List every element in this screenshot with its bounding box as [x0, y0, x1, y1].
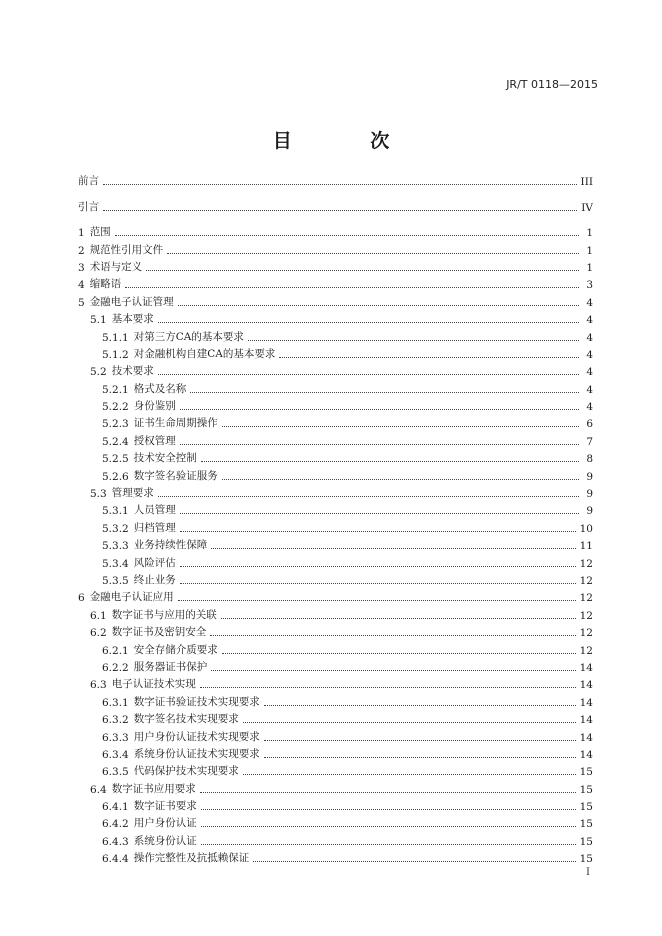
toc-entry[interactable]	[78, 448, 593, 465]
toc-entry-number: 6.3.1	[102, 696, 129, 709]
toc-entry[interactable]	[78, 674, 593, 691]
toc-entry[interactable]	[78, 830, 593, 847]
page-title: 目 次	[272, 130, 426, 152]
dot-leader	[253, 861, 575, 862]
toc-entry[interactable]	[78, 326, 593, 343]
toc-entry[interactable]	[78, 378, 593, 395]
toc-entry-number: 6.4.1	[102, 801, 129, 814]
toc-entry-page: 12	[579, 627, 593, 640]
toc-entry[interactable]	[78, 535, 593, 552]
dot-leader	[180, 531, 576, 532]
toc-entry[interactable]	[78, 778, 593, 795]
toc-entry[interactable]	[78, 691, 593, 708]
toc-entry-number: 6.2.2	[102, 661, 129, 674]
toc-entry-number: 5.3.3	[102, 540, 129, 553]
toc-entry-number: 5.3.4	[102, 557, 129, 570]
toc-entry-page: 4	[586, 383, 593, 396]
toc-entry-label: 引言	[78, 200, 99, 213]
dot-leader	[158, 322, 579, 323]
toc-entry-page: IV	[581, 201, 593, 214]
toc-entry[interactable]	[78, 500, 593, 517]
toc-entry-label: 身份鉴别	[133, 400, 176, 413]
toc-entry-number: 5.2.3	[102, 418, 129, 431]
footer-page-number: I	[586, 867, 590, 878]
toc-entry-label: 数字证书应用要求	[111, 782, 196, 795]
toc-entry[interactable]	[78, 848, 593, 865]
toc-entry[interactable]	[78, 196, 593, 213]
dot-leader	[222, 653, 576, 654]
toc-entry-page: 4	[586, 348, 593, 361]
toc-entry-page: 14	[579, 748, 593, 761]
toc-entry-page: 3	[586, 279, 593, 292]
toc-entry[interactable]	[78, 709, 593, 726]
toc-entry-number: 5.3.5	[102, 574, 129, 587]
toc-entry-label: 数字证书与应用的关联	[111, 608, 217, 621]
toc-entry-label: 数字证书验证技术实现要求	[133, 695, 260, 708]
toc-entry-page: 15	[579, 853, 593, 866]
dot-leader	[279, 357, 579, 358]
toc-entry-page: 1	[586, 261, 593, 274]
toc-entry-page: 6	[586, 418, 593, 431]
toc-entry-page: 14	[579, 696, 593, 709]
toc-entry-number: 6.1	[90, 609, 107, 622]
toc-entry[interactable]	[78, 813, 593, 830]
toc-entry-page: 14	[579, 714, 593, 727]
dot-leader	[201, 826, 576, 827]
toc-entry-page: 14	[579, 661, 593, 674]
toc-entry[interactable]	[78, 657, 593, 674]
toc-entry-label: 代码保护技术实现要求	[133, 765, 239, 778]
toc-entry-number: 5.2	[90, 366, 107, 379]
toc-entry-page: 4	[586, 296, 593, 309]
toc-entry-label: 用户身份认证技术实现要求	[133, 730, 260, 743]
toc-entry-page: 12	[579, 644, 593, 657]
toc-entry-label: 管理要求	[111, 487, 154, 500]
toc-entry[interactable]	[78, 639, 593, 656]
dot-leader	[125, 287, 579, 288]
toc-entry-page: 8	[586, 453, 593, 466]
toc-entry-label: 前言	[78, 175, 99, 188]
toc-entry-page: 9	[586, 505, 593, 518]
dot-leader	[210, 635, 575, 636]
dot-leader	[180, 583, 576, 584]
dot-leader	[243, 722, 576, 723]
dot-leader	[180, 444, 579, 445]
toc-entry-page: 9	[586, 488, 593, 501]
toc-entry-page: 15	[579, 801, 593, 814]
dot-leader	[103, 210, 577, 211]
dot-leader	[200, 687, 576, 688]
toc-entry-number: 6.2	[90, 627, 107, 640]
dot-leader	[146, 270, 579, 271]
toc-entry-number: 6.4	[90, 783, 107, 796]
toc-entry[interactable]	[78, 744, 593, 761]
toc-entry-page: 15	[579, 818, 593, 831]
toc-entry-page: 15	[579, 766, 593, 779]
toc-entry-label: 数字签名验证服务	[133, 469, 218, 482]
toc-entry-page: 7	[586, 435, 593, 448]
dot-leader	[221, 618, 576, 619]
toc-entry-number: 6.4.3	[102, 835, 129, 848]
toc-entry-label: 用户身份认证	[133, 817, 197, 830]
toc-entry-number: 5.3	[90, 488, 107, 501]
toc-entry-label: 数字签名技术实现要求	[133, 713, 239, 726]
dot-leader	[167, 253, 579, 254]
dot-leader	[211, 670, 575, 671]
toc-entry-page: 11	[579, 540, 593, 553]
toc-entry-page: 1	[586, 227, 593, 240]
toc-entry-number: 5.3.2	[102, 522, 129, 535]
toc-entry[interactable]	[78, 796, 593, 813]
toc-entry-label: 人员管理	[133, 504, 176, 517]
toc-entry-label: 电子认证技术实现	[111, 678, 196, 691]
toc-entry-label: 归档管理	[133, 521, 176, 534]
toc-entry-page: 1	[586, 244, 593, 257]
toc-entry-number: 5.3.1	[102, 505, 129, 518]
toc-entry[interactable]	[78, 552, 593, 569]
toc-entry-number: 5.2.6	[102, 470, 129, 483]
toc-entry-page: 12	[579, 592, 593, 605]
toc-entry[interactable]	[78, 587, 593, 604]
toc-entry-label: 服务器证书保护	[133, 660, 208, 673]
toc-entry-number: 6.3.4	[102, 748, 129, 761]
toc-entry-page: 4	[586, 366, 593, 379]
toc-entry-page: 14	[579, 731, 593, 744]
toc-entry[interactable]	[78, 222, 593, 239]
toc-entry-label: 数字证书要求	[133, 800, 197, 813]
toc-entry-number: 5.2.2	[102, 401, 129, 414]
toc-entry[interactable]	[78, 274, 593, 291]
toc-entry-label: 授权管理	[133, 434, 176, 447]
toc-entry[interactable]	[78, 761, 593, 778]
dot-leader	[180, 566, 576, 567]
toc-entry-label: 系统身份认证技术实现要求	[133, 747, 260, 760]
dot-leader	[211, 548, 575, 549]
dot-leader	[158, 496, 579, 497]
dot-leader	[264, 740, 576, 741]
document-code: JR/T 0118—2015	[506, 78, 598, 91]
toc-entry-number: 3	[78, 261, 85, 274]
toc-entry[interactable]	[78, 291, 593, 308]
toc-entry-number: 2	[78, 244, 85, 257]
toc-entry-number: 6.3.2	[102, 714, 129, 727]
toc-entry-number: 6	[78, 592, 85, 605]
dot-leader	[248, 340, 579, 341]
toc-entry[interactable]	[78, 517, 593, 534]
dot-leader	[158, 374, 579, 375]
toc-entry-number: 5.2.5	[102, 453, 129, 466]
toc-entry-label: 业务持续性保障	[133, 539, 208, 552]
toc-entry-page: 4	[586, 314, 593, 327]
toc-entry-page: 12	[579, 557, 593, 570]
dot-leader	[264, 705, 576, 706]
toc-entry-label: 对金融机构自建CA的基本要求	[133, 347, 276, 360]
toc-entry-label: 金融电子认证管理	[89, 295, 174, 308]
toc-entry-page: 4	[586, 331, 593, 344]
toc-entry[interactable]	[78, 361, 593, 378]
toc-entry[interactable]	[78, 726, 593, 743]
dot-leader	[180, 409, 579, 410]
toc-entry[interactable]	[78, 622, 593, 639]
toc-entry-page: 14	[579, 679, 593, 692]
dot-leader	[222, 479, 579, 480]
toc-entry-number: 5.1	[90, 314, 107, 327]
toc-entry-number: 6.3.5	[102, 766, 129, 779]
toc-entry[interactable]	[78, 430, 593, 447]
toc-entry-label: 操作完整性及抗抵赖保证	[133, 852, 250, 865]
toc-entry-number: 5.1.2	[102, 348, 129, 361]
toc-entry-page: 15	[579, 783, 593, 796]
toc-entry-label: 金融电子认证应用	[89, 591, 174, 604]
toc-entry-number: 1	[78, 227, 85, 240]
toc-entry[interactable]	[78, 396, 593, 413]
toc-entry-label: 基本要求	[111, 313, 154, 326]
toc-entry-number: 5.1.1	[102, 331, 129, 344]
toc-entry[interactable]	[78, 257, 593, 274]
toc-entry-number: 6.3.3	[102, 731, 129, 744]
toc-entry-label: 数字证书及密钥安全	[111, 626, 207, 639]
toc-entry-label: 对第三方CA的基本要求	[133, 330, 244, 343]
toc-entry-label: 证书生命周期操作	[133, 417, 218, 430]
toc-entry[interactable]	[78, 465, 593, 482]
toc-entry-page: 12	[579, 609, 593, 622]
toc-entry-page: 12	[579, 574, 593, 587]
toc-entry-page: III	[580, 176, 593, 189]
toc-entry[interactable]	[78, 344, 593, 361]
dot-leader	[222, 426, 579, 427]
dot-leader	[201, 461, 579, 462]
toc-entry-label: 终止业务	[133, 573, 176, 586]
dot-leader	[103, 184, 577, 185]
toc-entry[interactable]	[78, 413, 593, 430]
toc-entry-number: 5	[78, 296, 85, 309]
toc-entry-number: 6.2.1	[102, 644, 129, 657]
toc-entry-label: 安全存储介质要求	[133, 643, 218, 656]
toc-entry[interactable]	[78, 604, 593, 621]
toc-entry-number: 6.4.4	[102, 853, 129, 866]
toc-entry-number: 5.2.4	[102, 435, 129, 448]
dot-leader	[115, 235, 579, 236]
toc-entry-page: 4	[586, 401, 593, 414]
toc-entry[interactable]	[78, 239, 593, 256]
dot-leader	[200, 792, 576, 793]
toc-entry-page: 9	[586, 470, 593, 483]
toc-entry-label: 范围	[89, 226, 111, 239]
dot-leader	[178, 305, 579, 306]
dot-leader	[190, 392, 579, 393]
toc-entry-label: 技术要求	[111, 365, 154, 378]
dot-leader	[178, 600, 576, 601]
toc-entry[interactable]	[78, 483, 593, 500]
toc-entry-number: 6.3	[90, 679, 107, 692]
dot-leader	[201, 809, 576, 810]
toc-entry-label: 术语与定义	[89, 260, 143, 273]
toc-entry-label: 缩略语	[89, 278, 122, 291]
toc-entry-label: 规范性引用文件	[89, 243, 164, 256]
toc-entry-page: 15	[579, 835, 593, 848]
toc-entry-label: 技术安全控制	[133, 452, 197, 465]
toc-entry-label: 格式及名称	[133, 382, 187, 395]
toc-entry-number: 4	[78, 279, 85, 292]
toc-entry-number: 6.4.2	[102, 818, 129, 831]
table-of-contents	[78, 171, 593, 865]
dot-leader	[264, 757, 576, 758]
toc-entry-label: 风险评估	[133, 556, 176, 569]
toc-entry[interactable]	[78, 570, 593, 587]
dot-leader	[180, 513, 579, 514]
toc-entry[interactable]	[78, 309, 593, 326]
toc-entry-page: 10	[579, 522, 593, 535]
toc-entry-number: 5.2.1	[102, 383, 129, 396]
toc-entry-label: 系统身份认证	[133, 834, 197, 847]
dot-leader	[243, 774, 576, 775]
toc-entry[interactable]	[78, 171, 593, 188]
dot-leader	[201, 844, 576, 845]
